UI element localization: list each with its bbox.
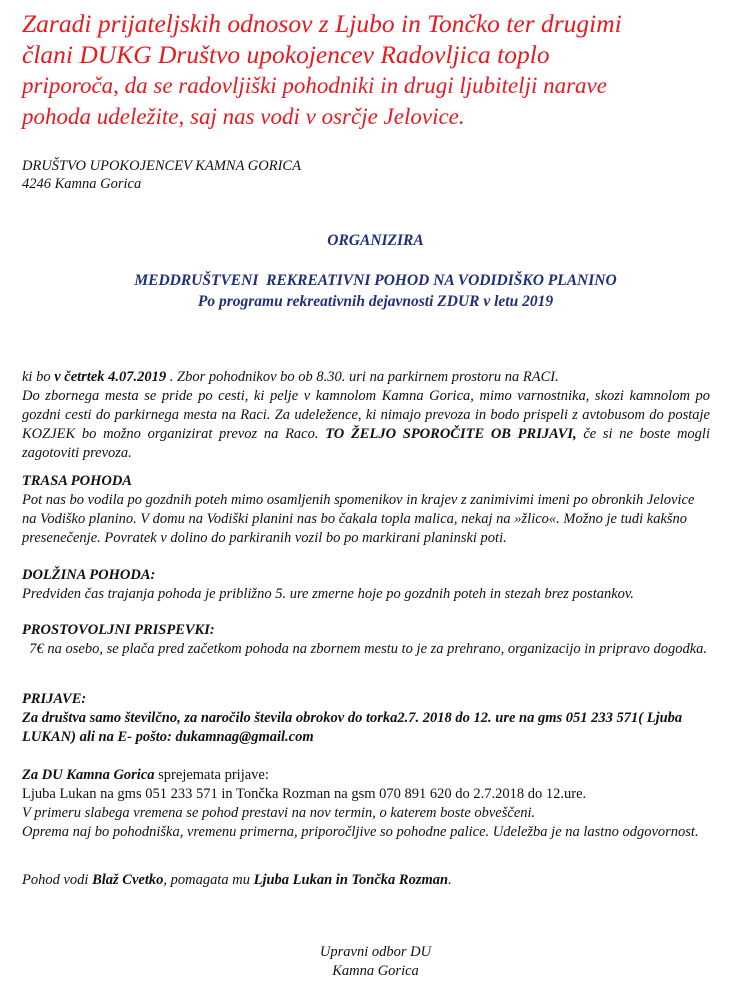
duration-section (22, 566, 710, 604)
signature-line-1: Upravni odbor DU (319, 944, 432, 960)
organizer-address: 4246 Kamna Gorica (22, 176, 142, 192)
meeting-prefix: ki bo (22, 369, 55, 385)
intro-line-2: člani DUKG Društvo upokojencev Radovljica toplo (22, 40, 550, 69)
applications-heading: PRIJAVE: (22, 691, 87, 707)
signature-line-2: Kamna Gorica (332, 963, 419, 979)
leader-name: Blaž Cvetko (92, 872, 164, 888)
event-subtitle: Po programu rekreativnih dejavnosti ZDUR v letu 2019 (197, 293, 554, 310)
meeting-date: v četrtek 4.07.2019 (54, 369, 167, 385)
organizer-block (22, 157, 301, 193)
du-heading: Za DU Kamna Gorica (22, 767, 155, 783)
leader-suffix: . (448, 872, 452, 888)
meeting-notice: TO ŽELJO SPOROČITE OB PRIJAVI, (325, 426, 577, 442)
applications-text: Za društva samo številčno, za naročilo števila obrokov do torka2.7. 2018 do 12. ure na gms 051 233 571( Ljuba LUKAN) ali na E- pošto: dukamnag@gmail.com (22, 710, 683, 745)
event-title: MEDDRUŠTVENI REKREATIVNI POHOD NA VODIDIŠKO PLANINO (134, 272, 617, 289)
du-gear: Oprema naj bo pohodniška, vremenu primerna, priporočljive so pohodne palice. Udeležba je na lastno odgovornost. (22, 824, 699, 840)
fees-heading: PROSTOVOLJNI PRISPEVKI: (22, 622, 215, 638)
duration-text: Predviden čas trajanja pohoda je približno 5. ure zmerne hoje po gozdnih poteh in stezah brez postankov. (22, 586, 634, 602)
fees-section (22, 621, 710, 659)
intro-paragraph (22, 8, 734, 132)
leader-middle: , pomagata mu (163, 872, 254, 888)
route-heading: TRASA POHODA (22, 473, 132, 489)
duration-heading: DOLŽINA POHODA: (22, 567, 156, 583)
route-section (22, 472, 710, 548)
organizira-heading: ORGANIZIRA (327, 232, 424, 249)
meeting-suffix: če si ne boste mogli zagotoviti prevoza. (22, 426, 710, 461)
leader-prefix: Pohod vodi (22, 872, 93, 888)
du-section (22, 766, 710, 842)
du-weather: V primeru slabega vremena se pohod prestavi na nov termin, o katerem boste obveščeni. (22, 805, 536, 821)
applications-section (22, 690, 710, 747)
meeting-text: . Zbor pohodnikov bo ob 8.30. uri na parkirnem prostoru na RACI. Do zbornega mesta se pride po cesti, ki pelje v kamnolom Kamna Gorica, mimo varnostnika, skozi kamnolom po gozdni cesti do parkirnega mesta na Raci. Za udeležence, ki nimajo prevoza in bodo prispeli z avtobusom do postaje KOZJEK bo možno organizirat prevoz na Raco. (22, 369, 710, 442)
meeting-paragraph (22, 368, 710, 463)
signature-block (0, 943, 751, 981)
intro-line-3: priporoča, da se radovljiški pohodniki in drugi ljubitelji narave (22, 73, 607, 98)
leader-helpers: Ljuba Lukan in Tončka Rozman (253, 872, 449, 888)
route-text: Pot nas bo vodila po gozdnih poteh mimo osamljenih spomenikov in krajev z zanimivimi imeni po obronkih Jelovice na Vodiško planino. V domu na Vodiški planini nas bo čakala topla malica, nekaj na »žlico«. Možno je tudi kakšno presenečenje. Povratek v dolino do parkiranih vozil bo po markirani planinski poti. (22, 492, 695, 546)
intro-line-4: pohoda udeležite, saj nas vodi v osrčje Jelovice. (22, 104, 465, 129)
intro-line-1: Zaradi prijateljskih odnosov z Ljubo in Tončko ter drugimi (22, 9, 622, 38)
du-contacts: Ljuba Lukan na gms 051 233 571 in Tončka Rozman na gsm 070 891 620 do 2.7.2018 do 12.ure. (22, 786, 587, 802)
leader-line (22, 871, 710, 890)
du-heading-line (22, 766, 710, 785)
organizer-name: DRUŠTVO UPOKOJENCEV KAMNA GORICA (22, 158, 301, 174)
du-heading-suffix: sprejemata prijave: (154, 767, 269, 783)
fees-text: 7€ na osebo, se plača pred začetkom pohoda na zbornem mestu to je za prehrano, organizacijo in pripravo dogodka. (22, 641, 708, 657)
